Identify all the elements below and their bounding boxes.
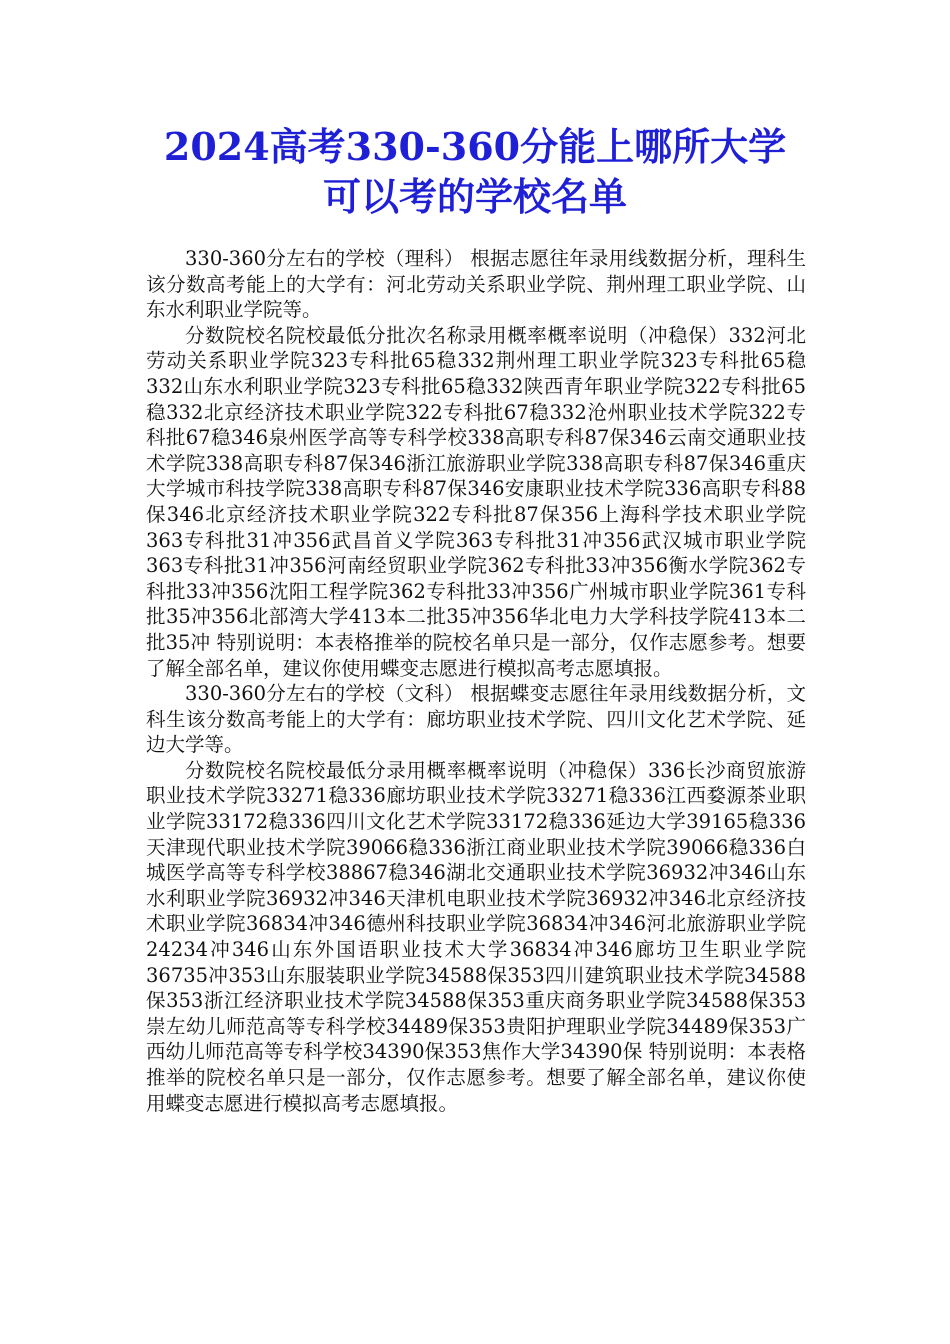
paragraph-arts-list: 分数院校名院校最低分录用概率概率说明（冲稳保）336长沙商贸旅游职业技术学院33271稳336廊坊职业技术学院33271稳336江西婺源茶业职业学院33172稳336四川文化艺术学院33172稳336延边大学39165稳336天津现代职业技术学院39066稳336浙江商业职业技术学院39066稳336白城医学高等专科学校38867稳346湖北交通职业技术学院36932冲346山东水利职业学院36932冲346天津机电职业技术学院36932冲346北京经济技术职业学院36834冲346德州科技职业学院36834冲346河北旅游职业学院24234冲346山东外国语职业技术大学36834冲346廊坊卫生职业学院36735冲353山东服装职业学院34588保353四川建筑职业技术学院34588保353浙江经济职业技术学院34588保353重庆商务职业学院34588保353崇左幼儿师范高等专科学校34489保353贵阳护理职业学院34489保353广西幼儿师范高等专科学校34390保353焦作大学34390保 特别说明：本表格推举的院校名单只是一部分，仅作志愿参考。想要了解全部名单，建议你使用蝶变志愿进行模拟高考志愿填报。 — [146, 758, 806, 1115]
document-body — [146, 246, 806, 1116]
paragraph-arts-intro: 330-360分左右的学校（文科） 根据蝶变志愿往年录用线数据分析，文科生该分数高考能上的大学有：廊坊职业技术学院、四川文化艺术学院、延边大学等。 — [146, 682, 806, 757]
title-line-1: 2024高考330-360分能上哪所大学 — [163, 124, 787, 169]
paragraph-science-list: 分数院校名院校最低分批次名称录用概率概率说明（冲稳保）332河北劳动关系职业学院323专科批65稳332荆州理工职业学院323专科批65稳332山东水利职业学院323专科批65稳332陕西青年职业学院322专科批65稳332北京经济技术职业学院322专科批67稳332沧州职业技术学院322专科批67稳346泉州医学高等专科学校338高职专科87保346云南交通职业技术学院338高职专科87保346浙江旅游职业学院338高职专科87保346重庆大学城市科技学院338高职专科87保346安康职业技术学院336高职专科88保346北京经济技术职业学院322专科批87保356上海科学技术职业学院363专科批31冲356武昌首义学院363专科批31冲356武汉城市职业学院363专科批31冲356河南经贸职业学院362专科批33冲356衡水学院362专科批33冲356沈阳工程学院362专科批33冲356广州城市职业学院361专科批35冲356北部湾大学413本二批35冲356华北电力大学科技学院413本二批35冲 特别说明：本表格推举的院校名单只是一部分，仅作志愿参考。想要了解全部名单，建议你使用蝶变志愿进行模拟高考志愿填报。 — [146, 323, 806, 680]
paragraph-science-intro: 330-360分左右的学校（理科） 根据志愿往年录用线数据分析，理科生该分数高考能上的大学有：河北劳动关系职业学院、荆州理工职业学院、山东水利职业学院等。 — [146, 247, 806, 322]
title-line-2: 可以考的学校名单 — [322, 174, 627, 219]
document-title — [100, 122, 850, 222]
